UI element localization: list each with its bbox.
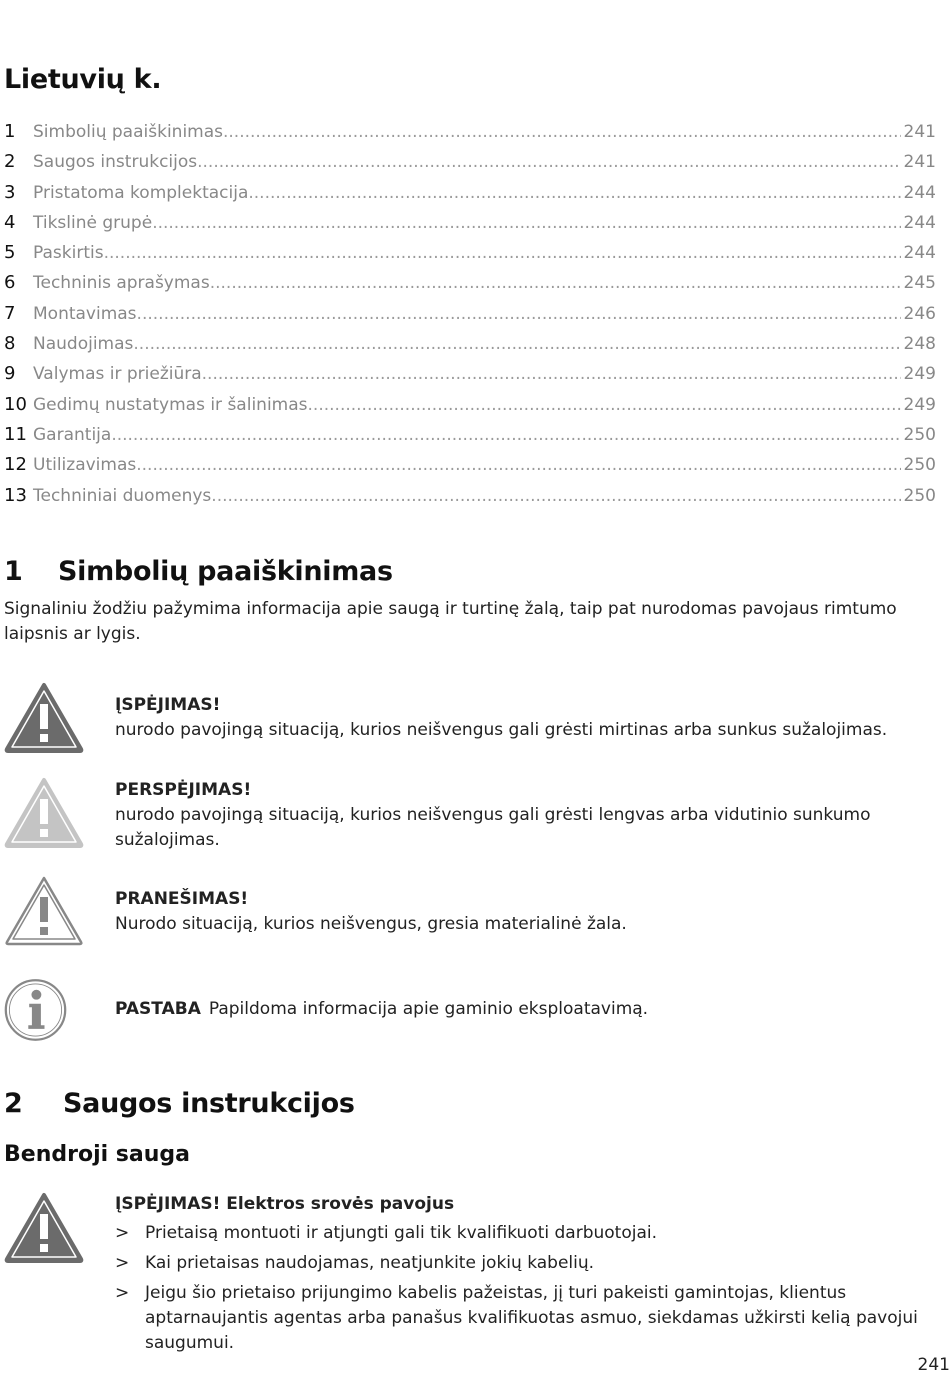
- toc-page: 248: [903, 334, 936, 355]
- warning-triangle-dark-icon: [4, 1192, 84, 1264]
- notice-electric-warning: [4, 1192, 944, 1353]
- toc-number: 4: [4, 211, 16, 233]
- info-circle-icon: [4, 974, 76, 1046]
- list-item: > Jeigu šio prietaiso prijungimo kabelis pažeistas, jį turi pakeisti gamintojas, klientus aptarnaujantis agentas arba panašus kvalifikuotas asmuo, siekdamas užkirsti kelią pavojui saugumui.: [115, 1283, 918, 1353]
- toc-row[interactable]: [4, 242, 936, 272]
- toc-row[interactable]: [4, 182, 936, 212]
- table-of-contents: [4, 121, 936, 515]
- section-title: Simbolių paaiškinimas: [58, 556, 393, 587]
- toc-page: 250: [903, 424, 936, 445]
- bullet-chevron-icon: >: [115, 1283, 130, 1303]
- toc-number: 8: [4, 333, 16, 355]
- notice-text: nurodo pavojingą situaciją, kurios neišvengus gali grėsti lengvas arba vidutinio sunkumo sužalojimas.: [115, 805, 871, 850]
- section-intro: Signaliniu žodžiu pažymima informacija apie saugą ir turtinę žalą, taip pat nurodomas pavojaus rimtumo laipsnis ar lygis.: [4, 599, 897, 644]
- toc-number: 5: [4, 242, 16, 264]
- toc-row[interactable]: [4, 272, 936, 302]
- list-item: > Prietaisą montuoti ir atjungti gali tik kvalifikuoti darbuotojai.: [115, 1221, 950, 1246]
- toc-label: Pristatoma komplektacija: [33, 182, 249, 203]
- language-title: Lietuvių k.: [4, 64, 162, 95]
- warning-triangle-dark-icon: [4, 682, 84, 754]
- notice-text: Nurodo situaciją, kurios neišvengus, gresia materialinė žala.: [115, 914, 627, 934]
- toc-label: Tikslinė grupė: [33, 212, 153, 233]
- notice-note: [4, 974, 944, 1046]
- toc-number: 6: [4, 272, 16, 294]
- toc-label: Montavimas: [33, 303, 137, 324]
- toc-page: 241: [903, 152, 936, 173]
- notice-caution: [4, 777, 944, 849]
- section-title: Saugos instrukcijos: [63, 1088, 355, 1119]
- toc-row[interactable]: [4, 424, 936, 454]
- warning-triangle-outline-icon: [4, 875, 84, 947]
- toc-page: 244: [903, 243, 936, 264]
- notice-warning: [4, 682, 944, 754]
- toc-row[interactable]: [4, 394, 936, 424]
- page-number: 241: [917, 1355, 950, 1375]
- toc-number: 12: [4, 454, 27, 476]
- toc-page: 246: [903, 303, 936, 324]
- toc-page: 244: [903, 212, 936, 233]
- toc-leader: [104, 243, 901, 263]
- notice-text: nurodo pavojingą situaciją, kurios neišvengus gali grėsti mirtinas arba sunkus sužalojimas.: [115, 720, 888, 740]
- toc-label: Garantija: [33, 424, 112, 445]
- toc-number: 1: [4, 121, 16, 142]
- section-heading-symbols: [4, 556, 393, 587]
- toc-label: Simbolių paaiškinimas: [33, 122, 223, 142]
- notice-title: PASTABA: [115, 999, 201, 1019]
- toc-leader: [111, 425, 900, 445]
- section-number: 1: [4, 556, 23, 587]
- toc-row[interactable]: [4, 363, 936, 393]
- notice-title: ĮSPĖJIMAS!: [115, 695, 221, 715]
- toc-label: Gedimų nustatymas ir šalinimas: [33, 394, 308, 415]
- toc-row[interactable]: [4, 485, 936, 515]
- toc-leader: [211, 486, 900, 506]
- toc-number: 13: [4, 484, 27, 506]
- section-subtitle: Bendroji sauga: [4, 1142, 191, 1167]
- toc-label: Techniniai duomenys: [33, 485, 212, 506]
- notice-title: PRANEŠIMAS!: [115, 889, 249, 909]
- toc-row[interactable]: [4, 454, 936, 484]
- toc-number: 9: [4, 363, 16, 385]
- toc-row[interactable]: [4, 151, 936, 181]
- toc-page: 245: [903, 273, 936, 294]
- toc-label: Techninis aprašymas: [33, 273, 210, 294]
- notice-title: PERSPĖJIMAS!: [115, 780, 252, 800]
- toc-row[interactable]: [4, 303, 936, 333]
- toc-label: Naudojimas: [33, 334, 134, 355]
- toc-row[interactable]: [4, 212, 936, 242]
- toc-leader: [136, 455, 900, 475]
- toc-row[interactable]: [4, 121, 936, 151]
- toc-page: 250: [903, 485, 936, 506]
- toc-number: 7: [4, 302, 16, 324]
- toc-label: Saugos instrukcijos: [33, 152, 198, 173]
- section-heading-safety: [4, 1088, 355, 1119]
- toc-number: 11: [4, 423, 27, 445]
- list-item: > Kai prietaisas naudojamas, neatjunkite jokių kabelių.: [115, 1251, 950, 1276]
- bullet-chevron-icon: >: [115, 1253, 130, 1273]
- notice-title: ĮSPĖJIMAS! Elektros srovės pavojus: [115, 1194, 455, 1214]
- toc-leader: [248, 183, 900, 203]
- toc-label: Paskirtis: [33, 243, 104, 264]
- warning-triangle-light-icon: [4, 777, 84, 849]
- toc-leader: [223, 122, 901, 142]
- toc-number: 2: [4, 151, 16, 173]
- toc-leader: [133, 334, 900, 354]
- toc-leader: [152, 213, 900, 233]
- toc-label: Utilizavimas: [33, 455, 137, 476]
- toc-leader: [197, 152, 900, 172]
- toc-row[interactable]: [4, 333, 936, 363]
- toc-leader: [137, 304, 901, 324]
- toc-number: 3: [4, 181, 16, 203]
- toc-page: 250: [903, 455, 936, 476]
- toc-leader: [202, 364, 901, 384]
- toc-page: 249: [903, 364, 936, 385]
- toc-page: 244: [903, 182, 936, 203]
- toc-page: 241: [903, 122, 936, 142]
- toc-label: Valymas ir priežiūra: [33, 364, 202, 385]
- notice-text: Papildoma informacija apie gaminio eksploatavimą.: [208, 999, 649, 1019]
- warning-list: [115, 1221, 950, 1356]
- bullet-chevron-icon: >: [115, 1223, 130, 1243]
- toc-leader: [308, 395, 901, 415]
- toc-number: 10: [4, 393, 27, 415]
- section-number: 2: [4, 1088, 23, 1119]
- notice-notice: [4, 875, 944, 947]
- toc-leader: [210, 273, 901, 293]
- toc-page: 249: [903, 394, 936, 415]
